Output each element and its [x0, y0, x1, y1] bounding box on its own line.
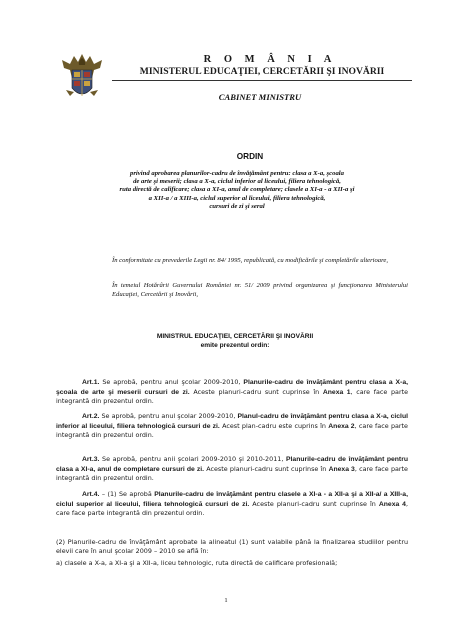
article-4-item-a: a) clasele a X-a, a XI-a şi a XII-a, liceu tehnologic, ruta directă de calificare profesională;	[56, 559, 338, 567]
article-label: Art.2.	[82, 413, 100, 420]
annex-reference: Anexa 3	[328, 465, 355, 473]
subject-line: de arte şi meserii; clasa a X-a, ciclul inferior al liceului, filiera tehnologică,	[133, 178, 341, 186]
issuer-statement	[90, 333, 380, 350]
article-label: Art.1.	[82, 379, 100, 386]
legal-basis-decision: În temeiul Hotărârii Guvernului României nr. 51/ 2009 privind organizarea şi funcţionarea Ministerului Educaţiei, Cercetării şi Inovării,	[112, 282, 408, 298]
issuer-action: emite prezentul ordin:	[200, 341, 270, 349]
article-emphasis: Planurile-cadru de învăţământ pentru clasa a X-a, şcoala de arte şi meserii cursuri de zi.	[56, 379, 408, 396]
legal-basis-law: În conformitate cu prevederile Legii nr. 84/ 1995, republicată, cu modificările şi completările ulterioare,	[112, 257, 388, 264]
article-label: Art.3.	[82, 456, 100, 463]
subject-line: ruta directă de calificare; clasa a XI-a, anul de completare; clasele a XI-a - a XII-a şi	[119, 186, 355, 194]
article-4: Art.4. – (1) Se aprobă Planurile-cadru de învăţământ pentru clasele a XI-a - a XII-a şi a XII-a/ a XIII-a, ciclul superior al liceului, filiera tehnologică cursuri de zi. Aceste planuri-cadru sunt cuprinse în Anexa 4, care face parte integrantă din prezentul ordin.	[56, 490, 408, 517]
document-subject	[82, 170, 392, 211]
page-number: 1	[224, 597, 228, 604]
ministry-heading: MINISTERUL EDUCAŢIEI, CERCETĂRII ŞI INOVĂRII	[139, 66, 385, 77]
subject-line: cursuri de zi şi seral	[209, 202, 265, 210]
issuer-name: MINISTRUL EDUCAŢIEI, CERCETĂRII ŞI INOVĂRII	[156, 333, 314, 340]
annex-reference: Anexa 4	[378, 500, 406, 508]
document-title: ORDIN	[236, 152, 264, 161]
article-label: Art.4.	[82, 491, 100, 498]
country-heading: R O M Â N I A	[203, 54, 337, 65]
coat-of-arms-icon	[60, 52, 104, 102]
annex-reference: Anexa 2	[328, 422, 355, 430]
header-divider	[112, 80, 412, 81]
subject-line: a XII-a / a XIII-a, ciclul superior al liceului, filiera tehnologică,	[148, 194, 326, 202]
subject-line: privind aprobarea planurilor-cadru de învăţământ pentru: clasa a X-a, şcoala	[129, 170, 345, 177]
article-emphasis: Planurile-cadru de învăţământ pentru clasa a XI-a, anul de completare cursuri de zi.	[56, 456, 408, 473]
article-emphasis: Planul-cadru de învăţământ pentru clasa a X-a, ciclul inferior al liceului, filiera tehnologică cursuri de zi.	[56, 413, 408, 430]
article-4-paragraph-2: (2) Planurile-cadru de învăţământ aprobate la alineatul (1) sunt valabile până la finalizarea studiilor pentru elevii care în anul şcolar 2009 – 2010 se află în:	[56, 538, 408, 555]
article-emphasis: Planurile-cadru de învăţământ pentru clasele a XI-a - a XII-a şi a XII-a/ a XIII-a, ciclul superior al liceului, filiera tehnologică cursuri de zi.	[56, 491, 408, 508]
annex-reference: Anexa 1	[322, 388, 351, 396]
cabinet-heading: CABINET MINISTRU	[218, 92, 302, 102]
article-1: Art.1. Se aprobă, pentru anul şcolar 2009-2010, Planurile-cadru de învăţământ pentru clasa a X-a, şcoala de arte şi meserii cursuri de zi. Aceste planuri-cadru sunt cuprinse în Anexa 1, care face parte integrantă din prezentul ordin.	[56, 378, 409, 405]
article-2: Art.2. Se aprobă, pentru anul şcolar 2009-2010, Planul-cadru de învăţământ pentru clasa a X-a, ciclul inferior al liceului, filiera tehnologică cursuri de zi. Acest plan-cadru este cuprins în Anexa 2, care face parte integrantă din prezentul ordin.	[56, 412, 408, 439]
article-3: Art.3. Se aprobă, pentru anii şcolari 2009-2010 şi 2010-2011, Planurile-cadru de învăţământ pentru clasa a XI-a, anul de completare cursuri de zi. Aceste planuri-cadru sunt cuprinse în Anexa 3, care face parte integrantă din prezentul ordin.	[56, 455, 408, 482]
